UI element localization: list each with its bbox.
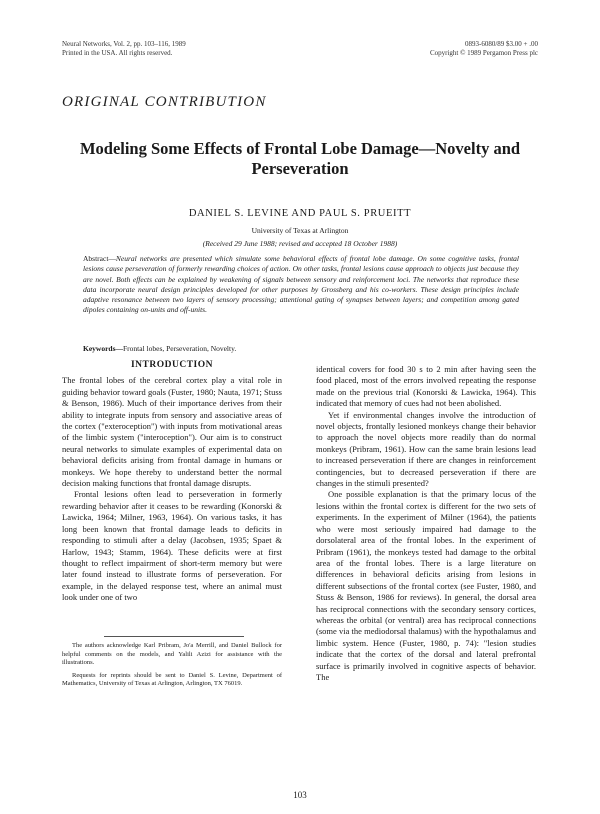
copyright-line: Copyright © 1989 Pergamon Press plc [429,49,538,57]
paragraph: Frontal lesions often lead to perseveration in formerly rewarding behavior after it ceases to be rewarding (Konorski & Lawicka, 1964; Milner, 1963, 1964). On various tasks, it has long been known that frontal damage leads to deficits in responding to stimuli after a delay (Jacobsen, 1935; Spaet & Harlow, 1943; Stamm, 1964). These deficits were at first thought to reflect impairment of short-term memory but were later found instead to illustrate forms of perseveration. For example, in the delayed response test, where an animal must look under one of two [62,489,282,603]
keywords [83,344,519,353]
left-column [62,360,282,604]
abstract-label: Abstract— [83,254,116,263]
author-list: DANIEL S. LEVINE AND PAUL S. PRUEITT [188,208,412,219]
received-dates: (Received 29 June 1988; revised and accepted 18 October 1988) [202,239,398,248]
paper-title: Modeling Some Effects of Frontal Lobe Damage—Novelty and Perseveration [79,139,521,178]
abstract [83,254,519,316]
keywords-label: Keywords— [83,344,123,353]
affiliation: University of Texas at Arlington [251,226,349,235]
footnote-divider [104,636,244,637]
paragraph: Yet if environmental changes involve the introduction of novel objects, frontally lesioned monkeys change their behavior to approach the novel objects more readily than do normal monkeys (Pribram, 1961). How can the same brain lesions lead to increased perseveration if there are changes in reinforcement contingencies, but to decreased perseveration if there are changes in the stimuli presented? [316,409,536,489]
page-number: 103 [293,790,307,800]
abstract-body: Neural networks are presented which simulate some behavioral effects of frontal lobe damage. On some cognitive tasks, frontal lesions cause perseveration of formerly rewarding choices of action. On other tasks, frontal lesions cause approach to objects just because they are novel. Both effects can be explained by weakening of signals between sensory and reinforcement loci. The networks that reproduce these data incorporate neural design principles developed for other purposes by Grossberg and his co-workers. These design principles include adaptive resonance between two layers of sensory processing; attentional gating of synapses between layers; and competition among gated dipoles containing on-units and off-units. [83,254,519,315]
right-column [316,364,536,683]
acknowledgment-footnote: The authors acknowledge Karl Pribram, Jo'a Merrill, and Daniel Bullock for helpful comments on the models, and Yalili Azizi for assistance with the illustrations. [62,642,282,667]
paragraph: One possible explanation is that the primary locus of the lesions within the frontal cortex is different for the two sets of experiments. In the experiment of Milner (1964), the patients who were most seriously impaired had damage to the dorsolateral area of the frontal lobes. In the experiment of Pribram (1961), the monkeys tested had damage to the orbital area of the frontal lobes. There is a large literature on differences in behavioral deficits arising from lesions in different subsections of the frontal cortex (see Fuster, 1980, and Stuss & Benson, 1986 for reviews). In general, the dorsal area has reciprocal connections with the secondary sensory cortices, whereas the orbital (or ventral) area has reciprocal connections (some via the mediodorsal thalamus) with the hypothalamus and limbic system. Hence (Fuster, 1980, p. 74): "lesion studies indicate that the cortex of the dorsal and lateral prefrontal surface is primarily involved in cognitive aspects of behavior. The [316,489,536,682]
journal-citation [62,40,186,58]
price-code-line: 0893-6080/89 $3.00 + .00 [465,40,538,48]
printed-in-line: Printed in the USA. All rights reserved. [62,49,173,57]
paragraph: identical covers for food 30 s to 2 min after having seen the food placed, most of the errors involved repeating the response made on the previous trial (Konorski & Lawicka, 1964). This indicated that memory of cues had not been abolished. [316,364,536,409]
copyright-block [398,40,538,58]
paragraph: The frontal lobes of the cerebral cortex play a vital role in guiding behavior toward goals (Fuster, 1980; Nauta, 1971; Stuss & Benson, 1986). Much of their importance derives from their ability to integrate inputs from sensory and associative areas of the cortex ("exteroception") with inputs from motivational areas of the limbic system ("interoception"). Our aim is to construct neural networks to simulate examples of experimental data on behavioral deficits arising from frontal damage in humans or monkeys. We hope thereby to understand better the normal decision making functions that frontal damage disrupts. [62,375,282,489]
section-label: ORIGINAL CONTRIBUTION [62,94,267,110]
keywords-text: Frontal lobes, Perseveration, Novelty. [123,344,237,353]
reprint-footnote: Requests for reprints should be sent to Daniel S. Levine, Department of Mathematics, University of Texas at Arlington, Arlington, TX 76019. [62,671,282,688]
journal-volume-line: Neural Networks, Vol. 2, pp. 103–116, 1989 [62,40,186,48]
footnotes [62,642,282,693]
introduction-heading: INTRODUCTION [130,360,213,370]
